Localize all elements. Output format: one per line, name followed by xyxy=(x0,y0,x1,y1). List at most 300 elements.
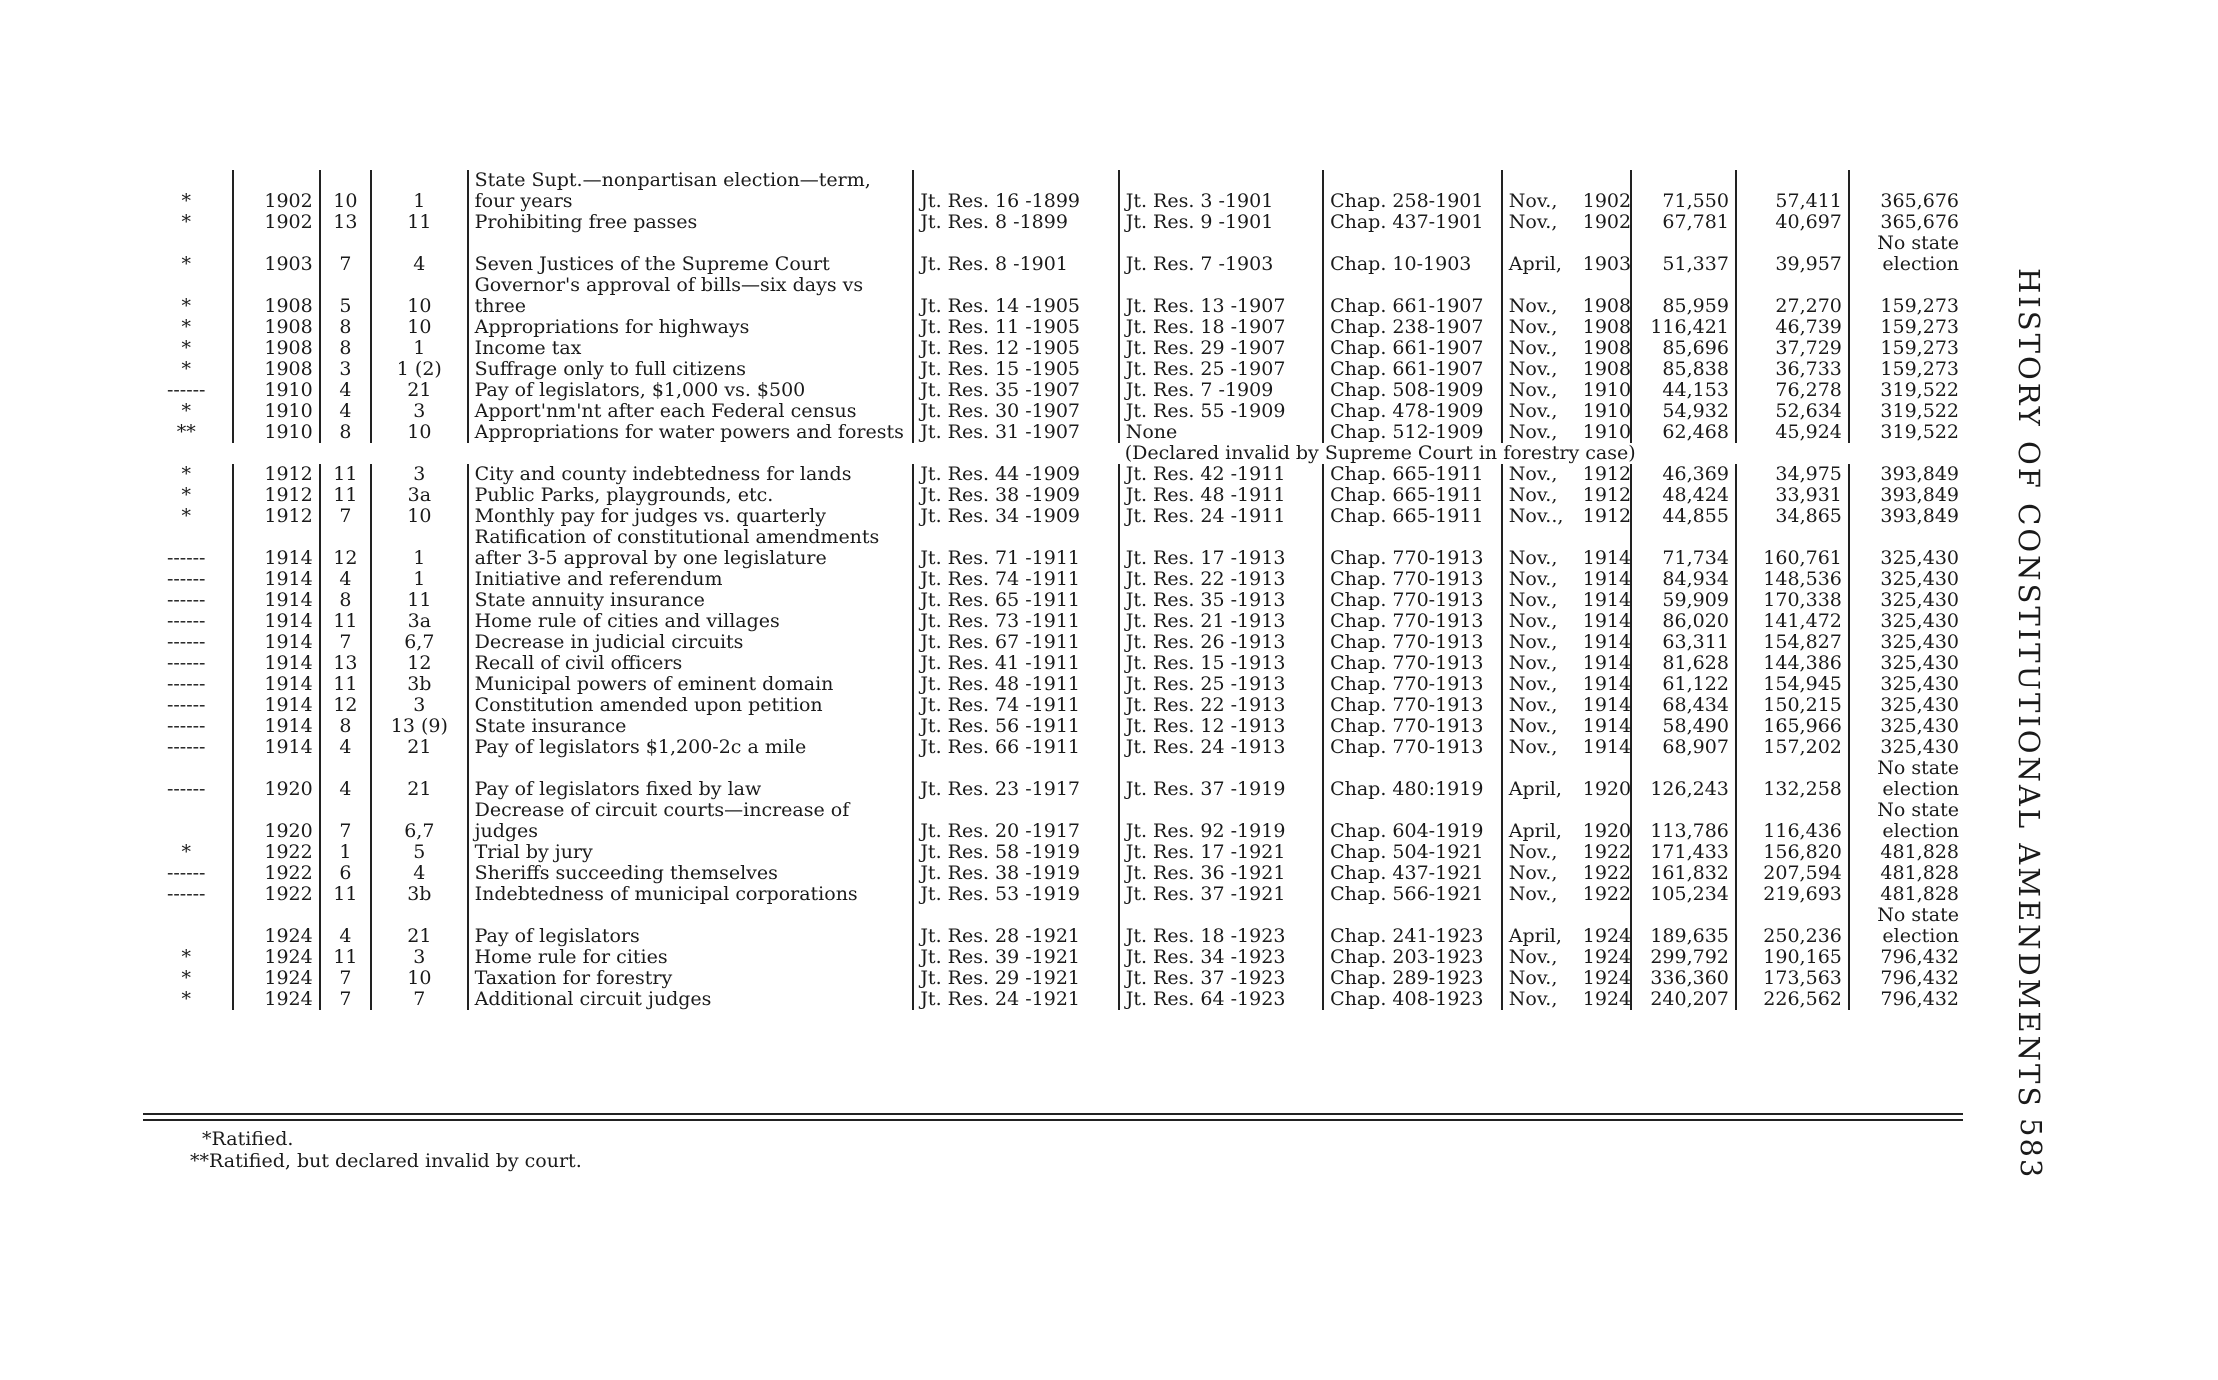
table-row xyxy=(140,590,1965,611)
cell-yr2: 1912 xyxy=(1577,464,1631,485)
cell-chap: Chap. 661-1907 xyxy=(1323,359,1502,380)
cell-res2: Jt. Res. 64 -1923 xyxy=(1119,989,1323,1010)
cell-subj: Trial by jury xyxy=(474,841,593,863)
cell-for: 189,635 xyxy=(1631,905,1736,947)
cell-res2: Jt. Res. 3 -1901 xyxy=(1119,170,1323,212)
cell-total: 325,430 xyxy=(1880,589,1959,611)
cell-mon: Nov., xyxy=(1502,737,1577,758)
cell-chap: Chap. 10-1903 xyxy=(1323,233,1502,275)
cell-res2: Jt. Res. 34 -1923 xyxy=(1119,947,1323,968)
cell-subj: Home rule for cities xyxy=(474,946,668,968)
table-row xyxy=(140,737,1965,758)
cell-art: 10 xyxy=(333,190,358,212)
cell-res1: Jt. Res. 48 -1911 xyxy=(913,674,1118,695)
cell-res1: Jt. Res. 30 -1907 xyxy=(913,401,1118,422)
cell-against: 148,536 xyxy=(1736,569,1849,590)
cell-mon: April, xyxy=(1502,800,1577,842)
cell-against: 37,729 xyxy=(1736,338,1849,359)
footnote-ratified: *Ratified. xyxy=(202,1128,294,1150)
cell-against: 156,820 xyxy=(1736,842,1849,863)
cell-year: 1912 xyxy=(233,485,319,506)
cell-res2: Jt. Res. 42 -1911 xyxy=(1119,464,1323,485)
cell-total: 325,430 xyxy=(1880,631,1959,653)
cell-against: 34,975 xyxy=(1736,464,1849,485)
cell-subj: Apport'nm'nt after each Federal census xyxy=(474,400,857,422)
table-row xyxy=(140,863,1965,884)
cell-for: 240,207 xyxy=(1631,989,1736,1010)
cell-total: 325,430 xyxy=(1880,547,1959,569)
cell-total: 365,676 xyxy=(1880,190,1959,212)
cell-res1: Jt. Res. 15 -1905 xyxy=(913,359,1118,380)
cell-rat: * xyxy=(181,316,191,338)
cell-yr2: 1903 xyxy=(1577,233,1631,275)
cell-art: 4 xyxy=(339,925,352,947)
cell-subj: Prohibiting free passes xyxy=(474,211,698,233)
cell-rat: ------ xyxy=(166,631,206,653)
cell-art: 7 xyxy=(339,631,352,653)
cell-res2: Jt. Res. 15 -1913 xyxy=(1119,653,1323,674)
cell-yr2: 1924 xyxy=(1577,989,1631,1010)
cell-for: 81,628 xyxy=(1631,653,1736,674)
cell-yr2: 1914 xyxy=(1577,737,1631,758)
cell-art: 8 xyxy=(339,337,352,359)
cell-against: 132,258 xyxy=(1736,758,1849,800)
cell-total: 481,828 xyxy=(1880,883,1959,905)
cell-res2: Jt. Res. 12 -1913 xyxy=(1119,716,1323,737)
cell-chap: Chap. 770-1913 xyxy=(1323,611,1502,632)
cell-chap: Chap. 604-1919 xyxy=(1323,800,1502,842)
cell-subj: Taxation for forestry xyxy=(474,967,673,989)
running-head: HISTORY OF CONSTITUTIONAL AMENDMENTS xyxy=(2012,268,2046,1110)
cell-against: 33,931 xyxy=(1736,485,1849,506)
cell-subj: Suffrage only to full citizens xyxy=(474,358,746,380)
cell-for: 48,424 xyxy=(1631,485,1736,506)
cell-rat: * xyxy=(181,946,191,968)
cell-against: 154,827 xyxy=(1736,632,1849,653)
cell-subj: Income tax xyxy=(474,337,582,359)
cell-res1: Jt. Res. 38 -1909 xyxy=(913,485,1118,506)
cell-sec: 3b xyxy=(371,884,468,905)
table-row xyxy=(140,170,1965,212)
cell-total: 796,432 xyxy=(1880,946,1959,968)
cell-chap: Chap. 258-1901 xyxy=(1323,170,1502,212)
cell-for: 85,696 xyxy=(1631,338,1736,359)
cell-year: 1920 xyxy=(233,800,319,842)
table-row xyxy=(140,275,1965,317)
cell-against: 157,202 xyxy=(1736,737,1849,758)
cell-mon: Nov., xyxy=(1502,632,1577,653)
cell-art: 8 xyxy=(339,589,352,611)
cell-for: 299,792 xyxy=(1631,947,1736,968)
cell-against: 45,924 xyxy=(1736,422,1849,443)
cell-art: 12 xyxy=(333,547,358,569)
cell-for: 44,855 xyxy=(1631,506,1736,527)
cell-res1: Jt. Res. 31 -1907 xyxy=(913,422,1118,443)
cell-yr2: 1910 xyxy=(1577,401,1631,422)
cell-mon: Nov., xyxy=(1502,338,1577,359)
cell-chap: Chap. 770-1913 xyxy=(1323,527,1502,569)
cell-year: 1914 xyxy=(233,653,319,674)
cell-rat: * xyxy=(181,988,191,1010)
cell-subj: State insurance xyxy=(474,715,627,737)
cell-rat: ------ xyxy=(166,736,206,758)
cell-res2: Jt. Res. 7 -1903 xyxy=(1119,233,1323,275)
cell-art: 13 xyxy=(333,652,358,674)
cell-rat xyxy=(140,800,233,842)
cell-for: 116,421 xyxy=(1631,317,1736,338)
cell-mon: Nov., xyxy=(1502,674,1577,695)
cell-year: 1910 xyxy=(233,380,319,401)
cell-total: 325,430 xyxy=(1880,736,1959,758)
cell-art: 1 xyxy=(339,841,352,863)
cell-mon: Nov., xyxy=(1502,422,1577,443)
cell-res1: Jt. Res. 12 -1905 xyxy=(913,338,1118,359)
cell-res1: Jt. Res. 58 -1919 xyxy=(913,842,1118,863)
cell-subj: Additional circuit judges xyxy=(474,988,712,1010)
cell-yr2: 1902 xyxy=(1577,212,1631,233)
cell-subj: Governor's approval of bills—six days vs three xyxy=(474,274,864,317)
cell-sec: 1 (2) xyxy=(371,359,468,380)
cell-mon: Nov., xyxy=(1502,968,1577,989)
cell-yr2: 1908 xyxy=(1577,338,1631,359)
cell-res2: Jt. Res. 26 -1913 xyxy=(1119,632,1323,653)
cell-rat: ------ xyxy=(166,610,206,632)
table-row xyxy=(140,884,1965,905)
cell-against: 226,562 xyxy=(1736,989,1849,1010)
cell-for: 59,909 xyxy=(1631,590,1736,611)
cell-against: 34,865 xyxy=(1736,506,1849,527)
cell-yr2: 1912 xyxy=(1577,506,1631,527)
cell-rat: * xyxy=(181,505,191,527)
cell-for: 336,360 xyxy=(1631,968,1736,989)
cell-subj: Pay of legislators, $1,000 vs. $500 xyxy=(474,379,806,401)
cell-rat: ------ xyxy=(166,694,206,716)
cell-chap: Chap. 770-1913 xyxy=(1323,716,1502,737)
cell-year: 1910 xyxy=(233,401,319,422)
cell-against: 40,697 xyxy=(1736,212,1849,233)
cell-yr2: 1914 xyxy=(1577,611,1631,632)
cell-year: 1902 xyxy=(233,170,319,212)
cell-res1: Jt. Res. 8 -1899 xyxy=(913,212,1118,233)
cell-art: 7 xyxy=(339,988,352,1010)
cell-subj: Municipal powers of eminent domain xyxy=(474,673,834,695)
cell-res1: Jt. Res. 65 -1911 xyxy=(913,590,1118,611)
cell-res1: Jt. Res. 38 -1919 xyxy=(913,863,1118,884)
cell-art: 12 xyxy=(333,694,358,716)
cell-art: 11 xyxy=(333,883,358,905)
cell-rat: * xyxy=(181,358,191,380)
cell-mon: Nov., xyxy=(1502,716,1577,737)
cell-total: 481,828 xyxy=(1880,862,1959,884)
cell-against: 207,594 xyxy=(1736,863,1849,884)
cell-for: 171,433 xyxy=(1631,842,1736,863)
cell-res1: Jt. Res. 14 -1905 xyxy=(913,275,1118,317)
cell-res1: Jt. Res. 56 -1911 xyxy=(913,716,1118,737)
cell-for: 58,490 xyxy=(1631,716,1736,737)
cell-yr2: 1914 xyxy=(1577,674,1631,695)
cell-total: 796,432 xyxy=(1880,967,1959,989)
cell-res2: Jt. Res. 18 -1907 xyxy=(1119,317,1323,338)
cell-mon: Nov., xyxy=(1502,212,1577,233)
cell-sec: 3 xyxy=(371,947,468,968)
cell-yr2: 1914 xyxy=(1577,653,1631,674)
cell-sec: 21 xyxy=(371,905,468,947)
cell-chap: Chap. 512-1909 xyxy=(1323,422,1502,443)
table-row xyxy=(140,947,1965,968)
cell-chap: Chap. 478-1909 xyxy=(1323,401,1502,422)
cell-res2: Jt. Res. 37 -1921 xyxy=(1119,884,1323,905)
cell-against: 150,215 xyxy=(1736,695,1849,716)
cell-total: 325,430 xyxy=(1880,694,1959,716)
cell-sec: 3 xyxy=(371,695,468,716)
cell-for: 105,234 xyxy=(1631,884,1736,905)
cell-res2: Jt. Res. 25 -1913 xyxy=(1119,674,1323,695)
cell-chap: Chap. 770-1913 xyxy=(1323,695,1502,716)
cell-chap: Chap. 289-1923 xyxy=(1323,968,1502,989)
table-row xyxy=(140,338,1965,359)
cell-mon: April, xyxy=(1502,758,1577,800)
cell-rat: * xyxy=(181,463,191,485)
cell-mon: Nov., xyxy=(1502,170,1577,212)
cell-chap: Chap. 661-1907 xyxy=(1323,338,1502,359)
cell-yr2: 1922 xyxy=(1577,863,1631,884)
cell-chap: Chap. 504-1921 xyxy=(1323,842,1502,863)
cell-rat: ** xyxy=(176,421,196,443)
cell-art: 6 xyxy=(339,862,352,884)
cell-mon: Nov., xyxy=(1502,401,1577,422)
cell-yr2: 1912 xyxy=(1577,485,1631,506)
cell-sec: 5 xyxy=(371,842,468,863)
cell-yr2: 1910 xyxy=(1577,380,1631,401)
cell-chap: Chap. 665-1911 xyxy=(1323,506,1502,527)
cell-for: 63,311 xyxy=(1631,632,1736,653)
table-row xyxy=(140,569,1965,590)
cell-total: 325,430 xyxy=(1880,568,1959,590)
cell-chap: Chap. 661-1907 xyxy=(1323,275,1502,317)
cell-for: 61,122 xyxy=(1631,674,1736,695)
cell-art: 11 xyxy=(333,946,358,968)
cell-against: 170,338 xyxy=(1736,590,1849,611)
cell-against: 57,411 xyxy=(1736,170,1849,212)
cell-yr2: 1924 xyxy=(1577,968,1631,989)
cell-rat: * xyxy=(181,211,191,233)
cell-year: 1908 xyxy=(233,338,319,359)
cell-total: 319,522 xyxy=(1880,421,1959,443)
cell-sec: 1 xyxy=(371,569,468,590)
cell-sec: 21 xyxy=(371,737,468,758)
cell-year: 1914 xyxy=(233,569,319,590)
cell-subj: Monthly pay for judges vs. quarterly xyxy=(474,505,826,527)
cell-res2: Jt. Res. 22 -1913 xyxy=(1119,569,1323,590)
cell-rat: ------ xyxy=(166,652,206,674)
cell-art: 11 xyxy=(333,610,358,632)
cell-res2: Jt. Res. 13 -1907 xyxy=(1119,275,1323,317)
table-row xyxy=(140,485,1965,506)
cell-art: 8 xyxy=(339,715,352,737)
cell-for: 113,786 xyxy=(1631,800,1736,842)
cell-against: 165,966 xyxy=(1736,716,1849,737)
cell-res2: Jt. Res. 37 -1919 xyxy=(1119,758,1323,800)
cell-year: 1924 xyxy=(233,968,319,989)
cell-year: 1910 xyxy=(233,422,319,443)
cell-total: 159,273 xyxy=(1880,337,1959,359)
cell-for: 67,781 xyxy=(1631,212,1736,233)
cell-sec: 10 xyxy=(371,506,468,527)
table-row xyxy=(140,506,1965,527)
cell-subj: State annuity insurance xyxy=(474,589,705,611)
cell-mon: Nov., xyxy=(1502,695,1577,716)
cell-for: 126,243 xyxy=(1631,758,1736,800)
cell-for: 86,020 xyxy=(1631,611,1736,632)
cell-art: 4 xyxy=(339,736,352,758)
cell-res2: Jt. Res. 7 -1909 xyxy=(1119,380,1323,401)
cell-art: 5 xyxy=(339,295,352,317)
cell-subj: Pay of legislators fixed by law xyxy=(474,778,762,800)
cell-sec: 3 xyxy=(371,464,468,485)
cell-for: 46,369 xyxy=(1631,464,1736,485)
cell-year: 1924 xyxy=(233,989,319,1010)
cell-for: 84,934 xyxy=(1631,569,1736,590)
cell-mon: Nov., xyxy=(1502,317,1577,338)
cell-res2: Jt. Res. 9 -1901 xyxy=(1119,212,1323,233)
cell-for: 71,734 xyxy=(1631,527,1736,569)
table-row xyxy=(140,674,1965,695)
cell-year: 1914 xyxy=(233,737,319,758)
cell-sec: 4 xyxy=(371,863,468,884)
cell-chap: Chap. 770-1913 xyxy=(1323,737,1502,758)
cell-subj: Initiative and referendum xyxy=(474,568,723,590)
cell-for: 68,434 xyxy=(1631,695,1736,716)
cell-chap: Chap. 566-1921 xyxy=(1323,884,1502,905)
cell-total: 393,849 xyxy=(1880,505,1959,527)
cell-year: 1903 xyxy=(233,233,319,275)
cell-subj: Pay of legislators xyxy=(474,925,640,947)
cell-res2: Jt. Res. 24 -1913 xyxy=(1119,737,1323,758)
cell-total: 325,430 xyxy=(1880,673,1959,695)
cell-mon: Nov., xyxy=(1502,884,1577,905)
cell-res2: Jt. Res. 21 -1913 xyxy=(1119,611,1323,632)
cell-mon: Nov., xyxy=(1502,863,1577,884)
table-row xyxy=(140,233,1965,275)
cell-rat: * xyxy=(181,190,191,212)
table-row xyxy=(140,611,1965,632)
cell-sec: 1 xyxy=(371,527,468,569)
cell-yr2: 1920 xyxy=(1577,758,1631,800)
cell-art: 4 xyxy=(339,778,352,800)
cell-art: 7 xyxy=(339,253,352,275)
table-row xyxy=(140,758,1965,800)
cell-year: 1922 xyxy=(233,884,319,905)
cell-year: 1914 xyxy=(233,611,319,632)
cell-rat: ------ xyxy=(166,568,206,590)
cell-res1: Jt. Res. 74 -1911 xyxy=(913,569,1118,590)
cell-for: 85,959 xyxy=(1631,275,1736,317)
cell-res1: Jt. Res. 71 -1911 xyxy=(913,527,1118,569)
cell-res1: Jt. Res. 16 -1899 xyxy=(913,170,1118,212)
invalid-note: (Declared invalid by Supreme Court in forestry case) xyxy=(1124,442,1636,464)
cell-sec: 3a xyxy=(371,611,468,632)
cell-rat: * xyxy=(181,400,191,422)
cell-rat xyxy=(140,905,233,947)
table-row xyxy=(140,464,1965,485)
cell-mon: Nov., xyxy=(1502,569,1577,590)
cell-year: 1914 xyxy=(233,695,319,716)
cell-against: 154,945 xyxy=(1736,674,1849,695)
table-row xyxy=(140,989,1965,1010)
cell-sec: 1 xyxy=(371,170,468,212)
cell-mon: Nov., xyxy=(1502,989,1577,1010)
cell-mon: Nov., xyxy=(1502,527,1577,569)
cell-res2: Jt. Res. 29 -1907 xyxy=(1119,338,1323,359)
cell-mon: Nov., xyxy=(1502,464,1577,485)
cell-yr2: 1920 xyxy=(1577,800,1631,842)
cell-art: 11 xyxy=(333,463,358,485)
footnote-invalid: **Ratified, but declared invalid by court. xyxy=(190,1150,582,1172)
cell-mon: April, xyxy=(1502,905,1577,947)
cell-subj: City and county indebtedness for lands xyxy=(474,463,852,485)
cell-total: 159,273 xyxy=(1880,316,1959,338)
cell-against: 141,472 xyxy=(1736,611,1849,632)
cell-for: 68,907 xyxy=(1631,737,1736,758)
cell-res2: Jt. Res. 35 -1913 xyxy=(1119,590,1323,611)
cell-rat: ------ xyxy=(166,862,206,884)
cell-sec: 3b xyxy=(371,674,468,695)
table-row xyxy=(140,842,1965,863)
cell-subj: Appropriations for highways xyxy=(474,316,750,338)
table-row xyxy=(140,695,1965,716)
cell-res2: Jt. Res. 48 -1911 xyxy=(1119,485,1323,506)
page-number: 583 xyxy=(2014,1118,2048,1180)
cell-yr2: 1914 xyxy=(1577,569,1631,590)
cell-res1: Jt. Res. 67 -1911 xyxy=(913,632,1118,653)
cell-sec: 6,7 xyxy=(371,632,468,653)
cell-against: 36,733 xyxy=(1736,359,1849,380)
cell-chap: Chap. 480:1919 xyxy=(1323,758,1502,800)
cell-mon: April, xyxy=(1502,233,1577,275)
cell-total: 319,522 xyxy=(1880,379,1959,401)
table-row xyxy=(140,401,1965,422)
cell-subj: Public Parks, playgrounds, etc. xyxy=(474,484,774,506)
cell-sec: 21 xyxy=(371,758,468,800)
cell-subj: Sheriffs succeeding themselves xyxy=(474,862,778,884)
cell-subj: Home rule of cities and villages xyxy=(474,610,780,632)
cell-rat: * xyxy=(181,295,191,317)
cell-against: 46,739 xyxy=(1736,317,1849,338)
cell-against: 190,165 xyxy=(1736,947,1849,968)
cell-chap: Chap. 437-1901 xyxy=(1323,212,1502,233)
cell-res2: Jt. Res. 22 -1913 xyxy=(1119,695,1323,716)
cell-for: 71,550 xyxy=(1631,170,1736,212)
cell-rat: ------ xyxy=(166,673,206,695)
cell-mon: Nov., xyxy=(1502,842,1577,863)
cell-mon: Nov.., xyxy=(1502,506,1577,527)
cell-against: 52,634 xyxy=(1736,401,1849,422)
cell-mon: Nov., xyxy=(1502,485,1577,506)
cell-total: 365,676 xyxy=(1880,211,1959,233)
table-row xyxy=(140,212,1965,233)
cell-against: 160,761 xyxy=(1736,527,1849,569)
cell-res1: Jt. Res. 66 -1911 xyxy=(913,737,1118,758)
cell-art: 4 xyxy=(339,400,352,422)
cell-yr2: 1914 xyxy=(1577,527,1631,569)
cell-year: 1914 xyxy=(233,716,319,737)
cell-rat: ------ xyxy=(166,589,206,611)
cell-rat: ------ xyxy=(166,883,206,905)
cell-subj: Decrease of circuit courts—increase of judges xyxy=(474,799,850,842)
cell-subj: Pay of legislators $1,200-2c a mile xyxy=(474,736,807,758)
cell-chap: Chap. 770-1913 xyxy=(1323,674,1502,695)
cell-art: 7 xyxy=(339,820,352,842)
